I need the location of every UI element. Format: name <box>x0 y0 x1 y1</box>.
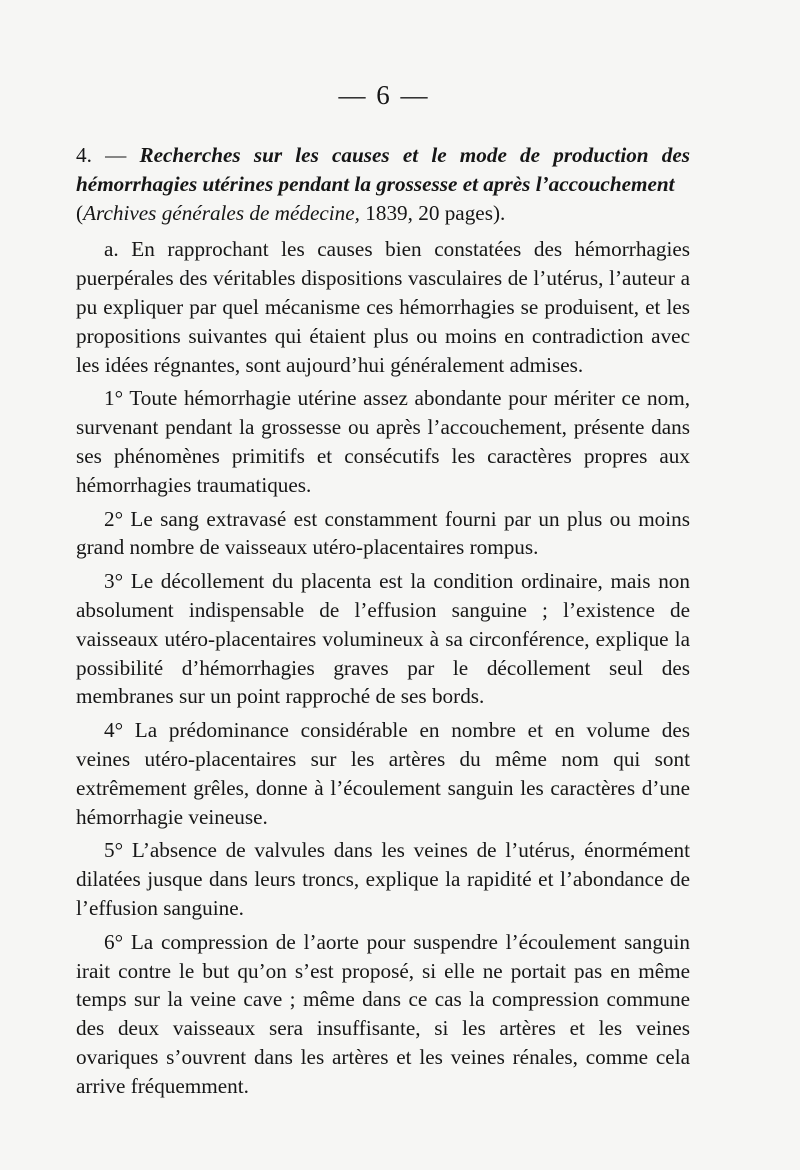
paragraph-1: 1° Toute hémorrhagie utérine assez abondante pour mériter ce nom, survenant pendant la grossesse ou après l’accouchement, présente dans ses phénomènes primitifs et consécutifs les caractères propres aux hémorrhagies traumatiques. <box>76 386 690 497</box>
paragraph-4: 4° La prédominance considérable en nombre et en volume des veines utéro-placentaires sur les artères du même nom qui sont extrêmement grêles, donne à l’écoulement sanguin les caractères d’une hémorrhagie veineuse. <box>76 718 690 829</box>
page-number: — 6 — <box>338 80 430 110</box>
entry-heading <box>76 141 690 227</box>
entry-title: Recherches sur les causes et le mode de production des hémorrhagies utérines pendant la grossesse et après l’accouchement <box>76 143 691 196</box>
paragraph-5: 5° L’absence de valvules dans les veines de l’utérus, énormément dilatées jusque dans leurs troncs, explique la rapidité et l’abondance de l’effusion sanguine. <box>76 838 690 920</box>
body-text <box>76 141 690 1106</box>
entry-source-open: ( <box>76 200 84 225</box>
paragraph-2: 2° Le sang extravasé est constamment fourni par un plus ou moins grand nombre de vaisseaux utéro-placentaires rompus. <box>76 506 690 560</box>
paragraph-6: 6° La compression de l’aorte pour suspendre l’écoulement sanguin irait contre le but qu’on s’est proposé, si elle ne portait pas en même temps sur la veine cave ; même dans ce cas la compression commune des deux vaisseaux sera insuffisante, si les artères et les veines ovariques s’ouvrent dans les artères et les veines rénales, comme cela arrive fréquemment. <box>76 929 690 1098</box>
paragraph-intro: a. En rapprochant les causes bien constatées des hémorrhagies puerpérales des véritables dispositions vasculaires de l’utérus, l’auteur a pu expliquer par quel mécanisme ces hémorrhagies se produisent, et les propositions suivantes qui étaient plus ou moins en contradiction avec les idées régnantes, sont aujourd’hui généralement admises. <box>76 237 690 377</box>
entry-source-year: 1839, 20 pages). <box>359 200 506 225</box>
entry-number: 4. — <box>76 143 127 167</box>
entry-source-journal: Archives générales de médecine, <box>83 200 360 225</box>
paragraph-3: 3° Le décollement du placenta est la condition ordinaire, mais non absolument indispensable de l’effusion sanguine ; l’existence de vaisseaux utéro-placentaires volumineux à sa circonférence, explique la possibilité d’hémorrhagies graves par le décollement seul des membranes sur un point rapproché de ses bords. <box>76 569 690 709</box>
